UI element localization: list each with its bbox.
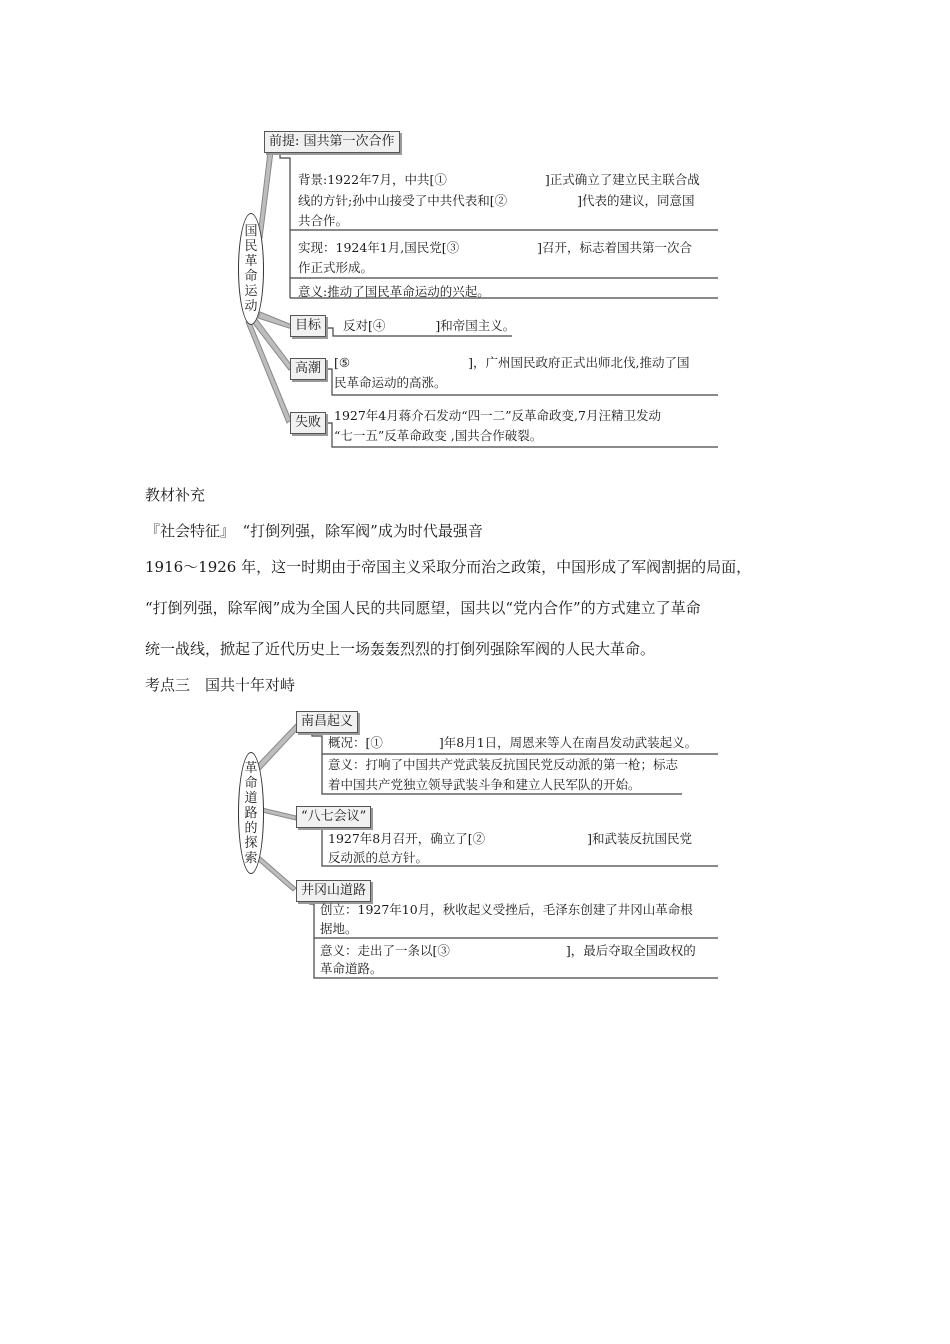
real-text-c: 作正式形成。 (298, 260, 374, 275)
node-nanchang-label: 南昌起义 (301, 714, 354, 729)
supplement-para-line2: “打倒列强，除军阀”成为全国人民的共同愿望，国共以“党内合作”的方式建立了革命 (145, 599, 701, 617)
premise-background-line2 (298, 191, 694, 211)
real-text-a: 实现：1924年1月,国民党[③ (298, 240, 460, 255)
august7-text-c: 反动派的总方针。 (328, 850, 429, 865)
center-oval-national-revolution (238, 213, 264, 325)
node-august7 (296, 806, 371, 828)
bg-text-d: ]代表的建议，同意国 (577, 193, 695, 208)
node-august7-label: “八七会议” (301, 809, 367, 824)
connector-nanchang (256, 724, 299, 770)
climax-line2 (334, 373, 447, 393)
failure-text-b: “七一五”反革命政变 ,国共合作破裂。 (334, 428, 543, 443)
premise-significance-text: 意义:推动了国民革命运动的兴起。 (298, 284, 490, 299)
premise-background-line3 (298, 211, 348, 231)
premise-realization-line2 (298, 258, 373, 278)
bg-text-e: 共合作。 (298, 213, 349, 228)
node-nanchang (296, 711, 358, 733)
nanchang-sig-a: 意义：打响了中国共产党武装反抗国民党反动派的第一枪；标志 (328, 757, 679, 772)
premise-background-line1 (298, 170, 700, 190)
premise-vline (280, 152, 290, 298)
supplement-subheading: 『社会特征』 “打倒列强，除军阀”成为时代最强音 (145, 522, 483, 540)
august7-text-a: 1927年8月召开，确立了[② (328, 831, 486, 846)
climax-text-b: ]，广州国民政府正式出师北伐,推动了国 (468, 355, 690, 370)
jinggang-sig-c: 革命道路。 (320, 961, 383, 976)
nanchang-sig-b: 着中国共产党独立领导武装斗争和建立人民军队的开始。 (328, 777, 641, 792)
august7-line2 (328, 848, 428, 868)
jinggang-sig-b: ]，最后夺取全国政权的 (565, 943, 696, 958)
node-failure-label: 失败 (295, 415, 322, 430)
premise-realization-line1 (298, 238, 692, 258)
nanchang-overview-a: 概况：[① (328, 735, 383, 750)
goal-text-b: ]和帝国主义。 (435, 318, 516, 333)
node-failure (290, 412, 326, 434)
node-jinggang (296, 880, 371, 902)
bg-text-b: ]正式确立了建立民主联合战 (544, 172, 700, 187)
node-premise (264, 131, 400, 153)
real-text-b: ]召开，标志着国共第一次合 (537, 240, 693, 255)
premise-significance (298, 282, 490, 302)
goal-text (343, 316, 515, 336)
nanchang-overview (328, 733, 697, 753)
jinggang-founding-line1 (320, 900, 693, 920)
august7-line1 (328, 829, 692, 849)
jinggang-sig-a: 意义：走出了一条以[③ (320, 943, 450, 958)
august7-text-b: ]和武装反抗国民党 (587, 831, 693, 846)
nanchang-significance-line2 (328, 775, 641, 795)
bg-text-c: 线的方针;孙中山接受了中共代表和[② (298, 193, 508, 208)
center2-label: 革命道路的探索 (244, 760, 258, 866)
nanchang-overview-b: ]年8月1日，周恩来等人在南昌发动武装起义。 (438, 735, 698, 750)
node-premise-label: 前提: 国共第一次合作 (269, 134, 395, 149)
climax-text-c: 民革命运动的高涨。 (334, 375, 447, 390)
bg-text-a: 背景:1922年7月，中共[① (298, 172, 447, 187)
node-goal (290, 315, 326, 337)
center-oval-revolution-path (238, 752, 264, 874)
failure-text-a: 1927年4月蒋介石发动“四一二”反革命政变,7月汪精卫发动 (334, 408, 661, 423)
supplement-para-line3: 统一战线，掀起了近代历史上一场轰轰烈烈的打倒列强除军阀的人民大革命。 (145, 640, 656, 658)
node-jinggang-label: 井冈山道路 (301, 883, 367, 898)
goal-text-a: 反对[④ (343, 318, 386, 333)
connector-goal (258, 312, 292, 329)
center-label: 国民革命运动 (244, 224, 258, 314)
supplement-heading: 教材补充 (145, 486, 206, 504)
jinggang-found-b: 据地。 (320, 921, 358, 936)
failure-line1 (334, 406, 661, 426)
jinggang-founding-line2 (320, 919, 358, 939)
jinggang-significance-line1 (320, 941, 696, 961)
connector-august7 (262, 808, 296, 820)
climax-line1 (334, 353, 689, 373)
jinggang-found-a: 创立：1927年10月，秋收起义受挫后，毛泽东创建了井冈山革命根 (320, 902, 693, 917)
nanchang-significance-line1 (328, 755, 678, 775)
node-goal-label: 目标 (295, 318, 322, 333)
connector-premise (258, 152, 273, 238)
climax-text-a: [⑤ (334, 355, 351, 370)
section3-title: 考点三 国共十年对峙 (145, 676, 296, 694)
connector-jinggang (255, 855, 296, 891)
jinggang-significance-line2 (320, 959, 383, 979)
node-climax (290, 358, 326, 380)
failure-line2 (334, 426, 542, 446)
node-climax-label: 高潮 (295, 361, 322, 376)
supplement-para-line1: 1916～1926 年，这一时期由于帝国主义采取分而治之政策，中国形成了军阀割据的局面， (145, 558, 752, 576)
